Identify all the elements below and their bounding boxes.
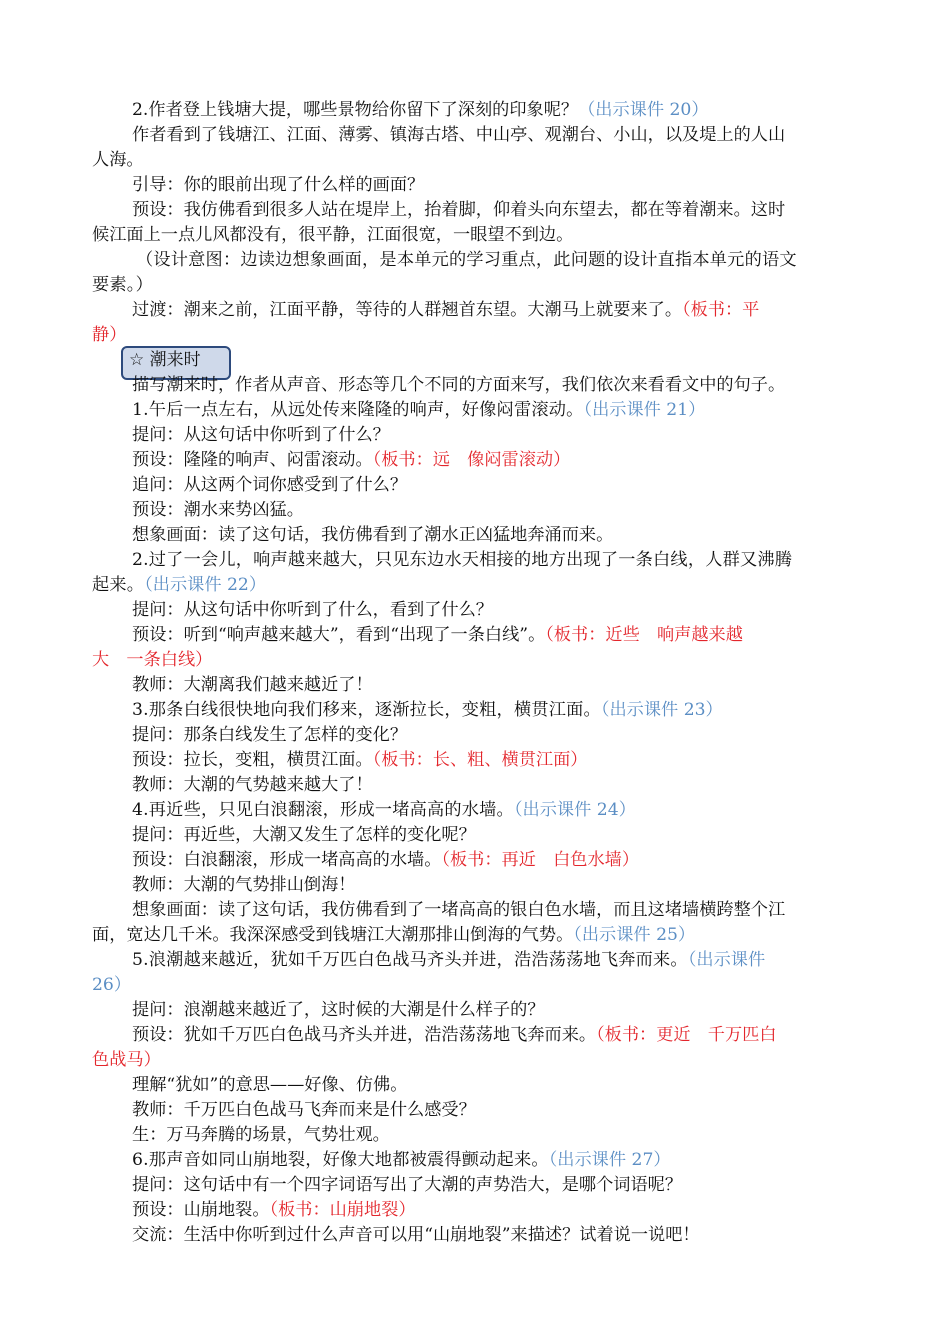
paragraph-line <box>132 173 860 198</box>
paragraph-line <box>132 523 860 548</box>
board-note: 大 一条白线） <box>92 650 213 670</box>
paragraph-line <box>92 223 860 248</box>
paragraph-line <box>132 1223 860 1248</box>
line-text: 提问：从这句话中你听到了什么，看到了什么？ <box>132 600 493 620</box>
quote-text: 3.那条白线很快地向我们移来，逐渐拉长，变粗，横贯江面。 <box>132 700 601 720</box>
paragraph-line <box>92 573 860 598</box>
line-text: 提问：从这句话中你听到了什么？ <box>132 425 390 445</box>
line-text: 预设：拉长，变粗，横贯江面。 <box>132 750 373 770</box>
paragraph-line <box>136 248 864 273</box>
paragraph-line <box>132 998 860 1023</box>
line-text: 描写潮来时，作者从声音、形态等几个不同的方面来写，我们依次来看看文中的句子。 <box>132 375 786 395</box>
paragraph-line <box>132 898 860 923</box>
line-text: 预设：潮水来势凶猛。 <box>132 500 304 520</box>
paragraph-line <box>132 1173 860 1198</box>
courseware-note: （出示课件 <box>687 950 766 970</box>
line-text: 预设：我仿佛看到很多人站在堤岸上，抬着脚，仰着头向东望去，都在等着潮来。这时 <box>132 200 786 220</box>
line-text: 面，宽达几千米。我深深感受到钱塘江大潮那排山倒海的气势。 <box>92 925 574 945</box>
line-text: 预设：犹如千万匹白色战马齐头并进，浩浩荡荡地飞奔而来。 <box>132 1025 597 1045</box>
board-note: 色战马） <box>92 1050 161 1070</box>
line-text: 过渡：潮来之前，江面平静，等待的人群翘首东望。大潮马上就要来了。 <box>132 300 683 320</box>
section-heading: ☆ 潮来时 <box>129 350 201 370</box>
board-note: （板书：近些 响声越来越 <box>545 625 743 645</box>
paragraph-line <box>132 723 860 748</box>
quote-text: 5.浪潮越来越近，犹如千万匹白色战马齐头并进，浩浩荡荡地飞奔而来。 <box>132 950 688 970</box>
board-note: （板书：长、粗、横贯江面） <box>372 750 588 770</box>
paragraph-line <box>132 398 860 423</box>
line-text: 预设：听到“响声越来越大”，看到“出现了一条白线”。 <box>132 625 546 645</box>
paragraph-line <box>132 623 860 648</box>
paragraph-line <box>132 948 860 973</box>
paragraph-line <box>132 98 860 123</box>
board-note: （板书：平 <box>682 300 760 320</box>
paragraph-line <box>132 423 860 448</box>
paragraph-line <box>132 198 860 223</box>
board-note: （板书：更近 千万匹白 <box>596 1025 777 1045</box>
board-note: （板书：再近 白色水墙） <box>441 850 640 870</box>
paragraph-line <box>92 273 860 298</box>
line-text: 想象画面：读了这句话，我仿佛看到了一堵高高的银白色水墙，而且这堵墙横跨整个江 <box>132 900 786 920</box>
courseware-note: （出示课件 23） <box>600 700 723 720</box>
paragraph-line <box>132 673 860 698</box>
paragraph-line <box>132 498 860 523</box>
paragraph-line <box>132 1148 860 1173</box>
paragraph-line <box>132 1123 860 1148</box>
line-text: 提问：再近些，大潮又发生了怎样的变化呢？ <box>132 825 476 845</box>
line-text: 教师：大潮的气势排山倒海！ <box>132 875 356 895</box>
board-note: （板书：山崩地裂） <box>269 1200 416 1220</box>
paragraph-line <box>132 698 860 723</box>
paragraph-line <box>132 123 860 148</box>
line-text: 生：万马奔腾的场景，气势壮观。 <box>132 1125 390 1145</box>
paragraph-line <box>132 598 860 623</box>
line-text: 作者看到了钱塘江、江面、薄雾、镇海古塔、中山亭、观潮台、小山，以及堤上的人山 <box>132 125 786 145</box>
line-text: 教师：大潮离我们越来越近了！ <box>132 675 373 695</box>
board-note: （板书：远 像闷雷滚动） <box>372 450 571 470</box>
paragraph-line <box>92 973 860 998</box>
courseware-note: （出示课件 25） <box>573 925 696 945</box>
line-text: 提问：那条白线发生了怎样的变化？ <box>132 725 408 745</box>
quote-text: 2.过了一会儿，响声越来越大，只见东边水天相接的地方出现了一条白线，人群又沸腾 <box>132 550 793 570</box>
paragraph-line <box>132 798 860 823</box>
paragraph-line <box>132 848 860 873</box>
design-note: 要素。） <box>92 275 153 295</box>
quote-text: 1.午后一点左右，从远处传来隆隆的响声，好像闷雷滚动。 <box>132 400 584 420</box>
line-text: 预设：白浪翻滚，形成一堵高高的水墙。 <box>132 850 442 870</box>
paragraph-line <box>92 923 860 948</box>
line-text: 提问：浪潮越来越近了，这时候的大潮是什么样子的？ <box>132 1000 545 1020</box>
paragraph-line <box>132 1073 860 1098</box>
courseware-note: （出示课件 20） <box>578 100 709 120</box>
paragraph-line <box>132 298 860 323</box>
paragraph-line <box>132 473 860 498</box>
courseware-note: （出示课件 21） <box>583 400 706 420</box>
design-note: （设计意图：边读边想象画面，是本单元的学习重点，此问题的设计直指本单元的语文 <box>136 250 797 270</box>
paragraph-line <box>132 373 860 398</box>
board-note: 静） <box>92 325 127 345</box>
line-text: 引导：你的眼前出现了什么样的画面？ <box>132 175 425 195</box>
paragraph-line <box>132 548 860 573</box>
line-text: 人海。 <box>92 150 144 170</box>
line-text: 想象画面：读了这句话，我仿佛看到了潮水正凶猛地奔涌而来。 <box>132 525 614 545</box>
quote-text: 4.再近些，只见白浪翻滚，形成一堵高高的水墙。 <box>132 800 514 820</box>
paragraph-line <box>92 648 860 673</box>
paragraph-line <box>132 748 860 773</box>
paragraph-line <box>132 1098 860 1123</box>
line-text: 交流：生活中你听到过什么声音可以用“山崩地裂”来描述？试着说一说吧！ <box>132 1225 700 1245</box>
line-text: 提问：这句话中有一个四字词语写出了大潮的声势浩大，是哪个词语呢？ <box>132 1175 683 1195</box>
line-text: 预设：山崩地裂。 <box>132 1200 270 1220</box>
paragraph-line <box>132 823 860 848</box>
paragraph-line <box>92 1048 860 1073</box>
paragraph-line <box>132 1023 860 1048</box>
paragraph-line <box>132 873 860 898</box>
courseware-note: （出示课件 27） <box>548 1150 671 1170</box>
line-text: 追问：从这两个词你感受到了什么？ <box>132 475 408 495</box>
quote-text: 6.那声音如同山崩地裂，好像大地都被震得颤动起来。 <box>132 1150 549 1170</box>
paragraph-line <box>92 323 860 348</box>
paragraph-line <box>132 773 860 798</box>
paragraph-line <box>132 448 860 473</box>
courseware-note: （出示课件 22） <box>144 575 267 595</box>
line-text: 教师：大潮的气势越来越大了！ <box>132 775 373 795</box>
quote-text: 起来。 <box>92 575 145 595</box>
paragraph-line <box>132 1198 860 1223</box>
line-text: 理解“犹如”的意思——好像、仿佛。 <box>132 1075 408 1095</box>
paragraph-line <box>92 148 860 173</box>
courseware-note: （出示课件 24） <box>513 800 636 820</box>
line-text: 预设：隆隆的响声、闷雷滚动。 <box>132 450 373 470</box>
courseware-note: 26） <box>92 975 132 995</box>
line-text: 教师：千万匹白色战马飞奔而来是什么感受？ <box>132 1100 476 1120</box>
line-text: 2.作者登上钱塘大提，哪些景物给你留下了深刻的印象呢？ <box>132 100 579 120</box>
line-text: 候江面上一点儿风都没有，很平静，江面很宽，一眼望不到边。 <box>92 225 574 245</box>
